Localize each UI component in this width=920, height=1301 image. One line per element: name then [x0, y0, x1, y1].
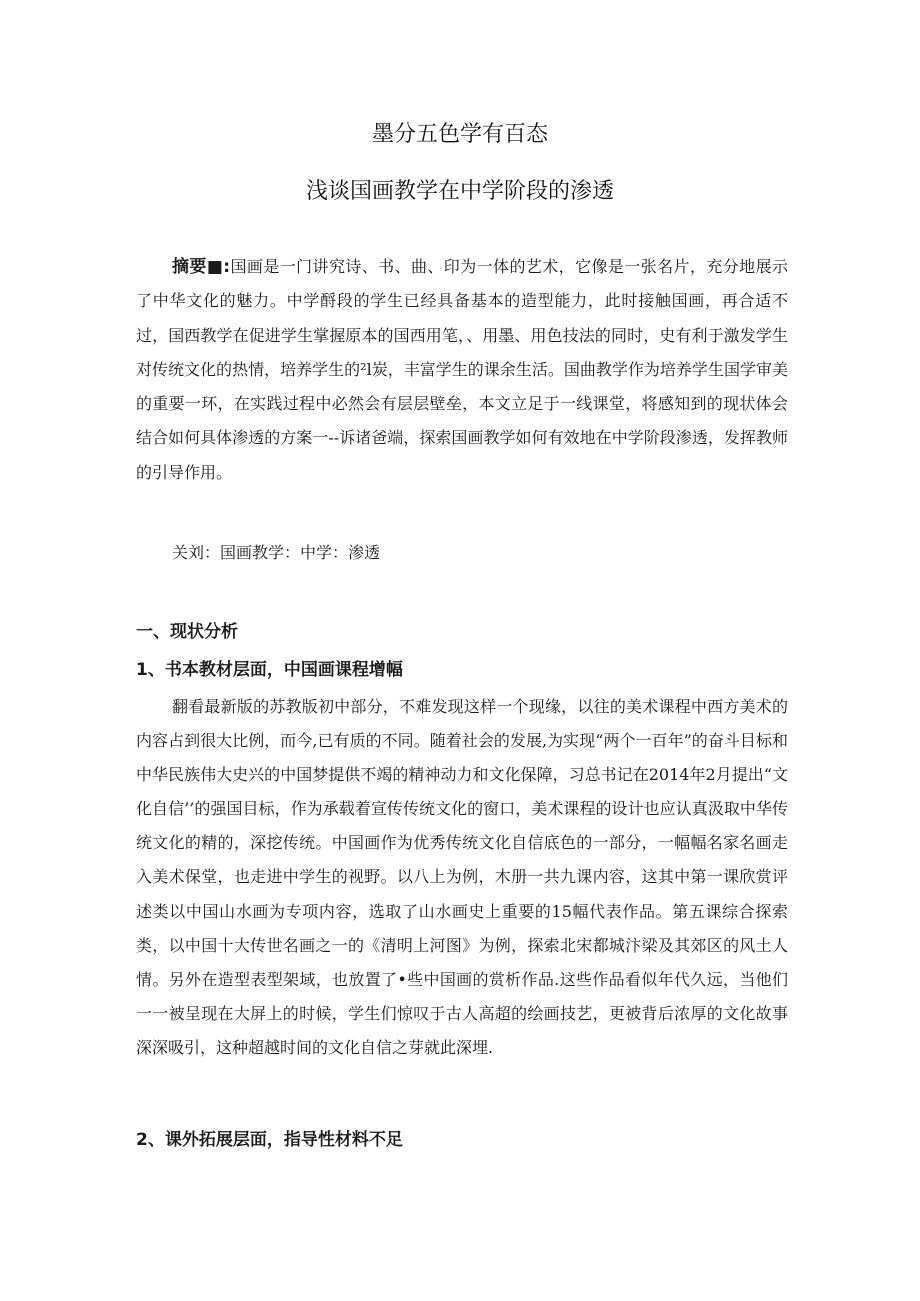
abstract-label: 摘要■: — [172, 257, 231, 277]
document-subtitle: 浅谈国画教学在中学阶段的渗透 — [305, 179, 614, 204]
abstract-paragraph — [136, 250, 788, 490]
subsection-heading-extracurricular: 2、课外拓展层面，指导性材料不足 — [136, 1130, 403, 1150]
subsection-heading-textbook: 1、书本教材层面，中国画课程增幅 — [136, 660, 403, 680]
body-paragraph-textbook: 翻看最新版的苏教版初中部分，不难发现这样一个现缘，以往的美术课程中西方美术的内容占到很大比例，而今,已有质的不同。随着社会的发展,为实现“两个一百年”的奋斗目标和中华民族伟大史兴的中国梦提供不竭的精神动力和文化保障，习总书记在2014年2月提出“文化自信’’的强国目标，作为承载着宣传传统文化的窗口，美术课程的设计也应认真汲取中华传统文化的精的，深挖传统。中国画作为优秀传统文化自信底色的一部分，一幅幅名家名画走入美术保堂，也走进中学生的视野。以八上为例，木册一共九课内容，这其中第一课欣赏评述类以中国山水画为专项内容，选取了山水画史上重要的15幅代表作品。第五课综合探索类，以中国十大传世名画之一的《清明上河图》为例，探索北宋都城汴梁及其郊区的风土人情。另外在造型表型架域，也放置了•些中国画的赏析作品.这些作品看似年代久远，当他们一一被呈现在大屏上的时候，学生们惊叹于古人高超的绘画技艺，更被背后浓厚的文化故事深深吸引，这种超越时间的文化自信之芽就此深埋. — [136, 697, 788, 1057]
section-heading-status-analysis: 一、现状分析 — [136, 622, 238, 642]
abstract-text: 国画是一门讲究诗、书、曲、印为一体的艺术，它像是一张名片，充分地展示了中华文化的魅力。中学酹段的学生已经具备基本的造型能力，此时接触国画，再合适不过，国西教学在促进学生掌握原本的国西用笔，、用墨、用色技法的同时，史有利于激发学生对传统文化的热情，培养学生的²l炭，丰富学生的课余生活。国曲教学作为培养学生国学审美的重要一环，在实践过程中必然会有层层壁垒，本文立足于一线课堂，将感知到的现状体会结合如何具体渗透的方案一--诉诸爸端，探索国画教学如何有效地在中学阶段渗透，发挥教师的引导作用。 — [136, 257, 788, 482]
keywords-line: 关刘：国画教学：中学：渗透 — [172, 543, 381, 562]
document-title: 墨分五色学有百态 — [371, 122, 548, 147]
